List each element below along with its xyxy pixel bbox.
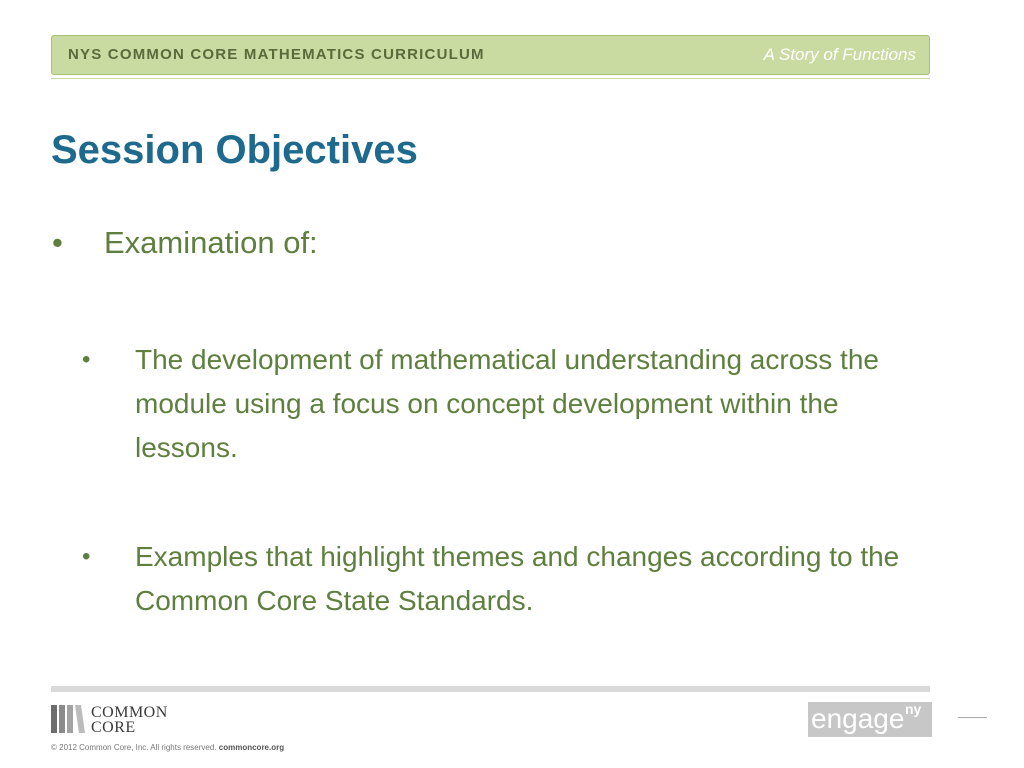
sub-bullet-text: Examples that highlight themes and changes according to the Common Core State Standards. bbox=[135, 541, 900, 616]
bullet-dot-icon: • bbox=[82, 543, 91, 570]
bullet-dot-icon: • bbox=[82, 346, 91, 373]
logo-line-1: COMMON bbox=[91, 704, 168, 721]
header-bar bbox=[51, 35, 930, 75]
site-link[interactable]: commoncore.org bbox=[218, 743, 285, 752]
story-label: A Story of Functions bbox=[763, 45, 916, 64]
curriculum-label: NYS COMMON CORE MATHEMATICS CURRICULUM bbox=[68, 46, 485, 63]
decorative-line bbox=[958, 717, 987, 718]
bullet-dot-icon: • bbox=[52, 225, 63, 260]
footer-divider bbox=[51, 686, 930, 692]
engageny-logo bbox=[808, 702, 932, 737]
engage-wordmark: engage bbox=[811, 703, 905, 734]
copyright-text: © 2012 Common Core, Inc. All rights reserved. bbox=[51, 743, 217, 752]
slide-title: Session Objectives bbox=[51, 128, 418, 172]
common-core-logo-icon bbox=[51, 705, 85, 733]
bullet-text: Examination of: bbox=[104, 225, 318, 260]
logo-line-2: CORE bbox=[91, 719, 136, 736]
sub-bullet-text: The development of mathematical understanding across the module using a focus on concept development within the lessons. bbox=[135, 344, 879, 463]
common-core-wordmark bbox=[91, 705, 168, 735]
engage-ny-superscript: ny bbox=[905, 701, 922, 717]
copyright-notice bbox=[51, 743, 284, 752]
header-divider bbox=[51, 78, 930, 79]
